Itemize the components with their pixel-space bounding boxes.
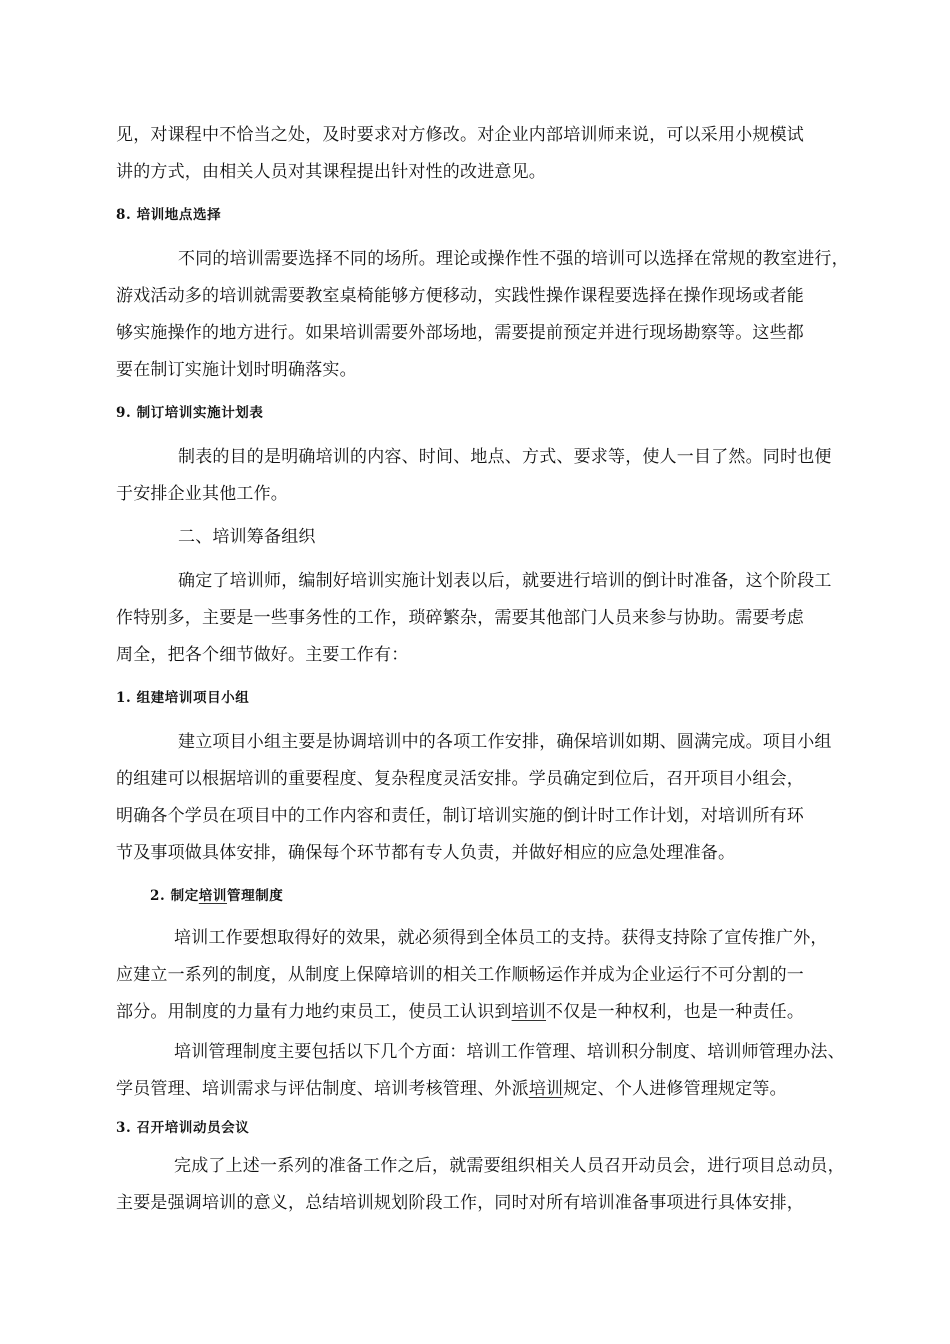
text-run: 规定、个人进修管理规定等。 <box>563 1079 787 1099</box>
heading-2-management-system <box>150 887 283 905</box>
underlined-term: 培训 <box>198 888 227 904</box>
paragraph-line: 确定了培训师，编制好培训实施计划表以后，就要进行培训的倒计时准备，这个阶段工 <box>178 571 832 591</box>
paragraph-line: 讲的方式，由相关人员对其课程提出针对性的改进意见。 <box>116 162 546 182</box>
paragraph-line: 够实施操作的地方进行。如果培训需要外部场地，需要提前预定并进行现场勘察等。这些都 <box>116 323 804 343</box>
paragraph-line: 作特别多，主要是一些事务性的工作，琐碎繁杂，需要其他部门人员来参与协助。需要考虑 <box>116 608 804 628</box>
paragraph-line: 制表的目的是明确培训的内容、时间、地点、方式、要求等，使人一目了然。同时也便 <box>178 447 832 467</box>
paragraph-line <box>116 1001 836 1023</box>
text-run: 部分。用制度的力量有力地约束员工，使员工认识到 <box>116 1002 512 1022</box>
paragraph-line <box>116 1078 836 1100</box>
heading-1-project-team: 1. 组建培训项目小组 <box>116 690 250 706</box>
paragraph-line: 游戏活动多的培训就需要教室桌椅能够方便移动，实践性操作课程要选择在操作现场或者能 <box>116 286 804 306</box>
paragraph-line: 完成了上述一系列的准备工作之后，就需要组织相关人员召开动员会，进行项目总动员， <box>174 1156 845 1176</box>
paragraph-line: 节及事项做具体安排，确保每个环节都有专人负责，并做好相应的应急处理准备。 <box>116 843 736 863</box>
paragraph-line: 主要是强调培训的意义，总结培训规划阶段工作，同时对所有培训准备事项进行具体安排， <box>116 1193 804 1213</box>
underlined-term: 培训 <box>511 1002 547 1022</box>
paragraph-line: 不同的培训需要选择不同的场所。理论或操作性不强的培训可以选择在常规的教室进行， <box>178 249 849 269</box>
heading-9-plan-table: 9. 制订培训实施计划表 <box>116 405 264 421</box>
text-run: 学员管理、培训需求与评估制度、培训考核管理、外派 <box>116 1079 529 1099</box>
paragraph-line: 培训管理制度主要包括以下几个方面：培训工作管理、培训积分制度、培训师管理办法、 <box>174 1042 845 1062</box>
heading-3-mobilization-meeting: 3. 召开培训动员会议 <box>116 1120 250 1136</box>
paragraph-line: 要在制订实施计划时明确落实。 <box>116 360 357 380</box>
paragraph-line: 于安排企业其他工作。 <box>116 484 288 504</box>
paragraph-line: 培训工作要想取得好的效果，就必须得到全体员工的支持。获得支持除了宣传推广外， <box>174 928 828 948</box>
heading-8-training-venue: 8. 培训地点选择 <box>116 207 222 223</box>
underlined-term: 培训 <box>528 1079 564 1099</box>
heading-text: 2. 制定 <box>150 888 199 904</box>
paragraph-line: 明确各个学员在项目中的工作内容和责任，制订培训实施的倒计时工作计划，对培训所有环 <box>116 806 804 826</box>
paragraph-line: 的组建可以根据培训的重要程度、复杂程度灵活安排。学员确定到位后，召开项目小组会， <box>116 769 804 789</box>
text-run: 不仅是一种权利，也是一种责任。 <box>546 1002 805 1022</box>
heading-text: 管理制度 <box>227 888 284 904</box>
paragraph-line: 应建立一系列的制度，从制度上保障培训的相关工作顺畅运作并成为企业运行不可分割的一 <box>116 965 804 985</box>
paragraph-line: 见，对课程中不恰当之处，及时要求对方修改。对企业内部培训师来说，可以采用小规模试 <box>116 125 804 145</box>
paragraph-line: 建立项目小组主要是协调培训中的各项工作安排，确保培训如期、圆满完成。项目小组 <box>178 732 832 752</box>
paragraph-line: 周全，把各个细节做好。主要工作有： <box>116 645 409 665</box>
section-heading-2: 二、培训筹备组织 <box>178 527 316 547</box>
